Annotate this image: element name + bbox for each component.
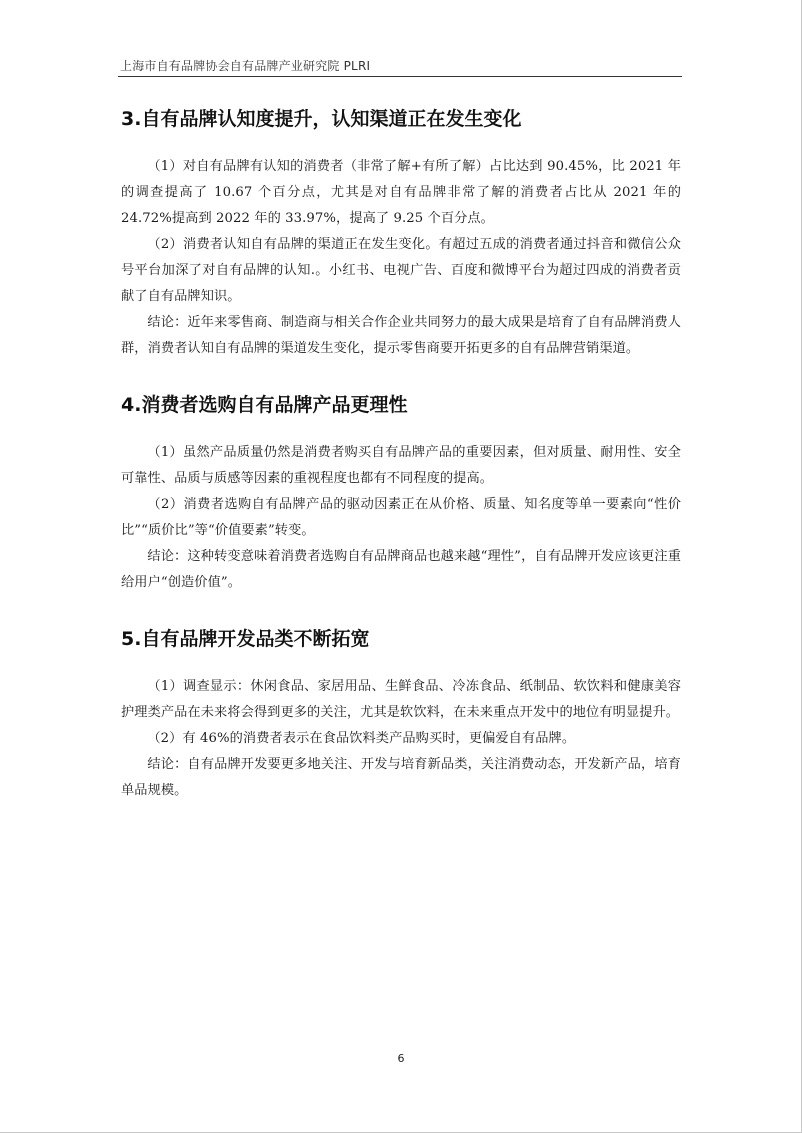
- page-number: 6: [397, 1052, 405, 1065]
- paragraph: （1）对自有品牌有认知的消费者（非常了解+有所了解）占比达到 90.45%，比 2021 年的调查提高了 10.67 个百分点，尤其是对自有品牌非常了解的消费者占比从 2021 年的 24.72%提高到 2022 年的 33.97%，提高了 9.25 个百分点。: [121, 159, 681, 226]
- conclusion-paragraph: 结论：近年来零售商、制造商与相关合作企业共同努力的最大成果是培育了自有品牌消费人群，消费者认知自有品牌的渠道发生变化，提示零售商要开拓更多的自有品牌营销渠道。: [121, 315, 681, 356]
- section-category-expansion: [121, 624, 681, 804]
- section-title: 5.自有品牌开发品类不断拓宽: [121, 628, 370, 650]
- page-body: [121, 100, 681, 804]
- paragraph: （1）调查显示：休闲食品、家居用品、生鲜食品、冷冻食品、纸制品、软饮料和健康美容护理类产品在未来将会得到更多的关注，尤其是软饮料，在未来重点开发中的地位有明显提升。: [121, 679, 681, 720]
- section-title: 4.消费者选购自有品牌产品更理性: [121, 394, 408, 416]
- paragraph: （1）虽然产品质量仍然是消费者购买自有品牌产品的重要因素，但对质量、耐用性、安全可靠性、品质与质感等因素的重视程度也都有不同程度的提高。: [121, 445, 681, 486]
- conclusion-paragraph: 结论：这种转变意味着消费者选购自有品牌商品也越来越“理性”，自有品牌开发应该更注重给用户“创造价值”。: [121, 549, 681, 590]
- section-rational-purchase: [121, 390, 681, 596]
- section-brand-awareness: [121, 104, 681, 362]
- paragraph: （2）有 46%的消费者表示在食品饮料类产品购买时，更偏爱自有品牌。: [147, 731, 576, 746]
- header-divider: [118, 76, 682, 77]
- paragraph: （2）消费者认知自有品牌的渠道正在发生变化。有超过五成的消费者通过抖音和微信公众号平台加深了对自有品牌的认知.。小红书、电视广告、百度和微博平台为超过四成的消费者贡献了自有品牌知识。: [121, 237, 681, 304]
- paragraph: （2）消费者选购自有品牌产品的驱动因素正在从价格、质量、知名度等单一要素向“性价比”“质价比”等“价值要素”转变。: [121, 497, 681, 538]
- section-title: 3.自有品牌认知度提升，认知渠道正在发生变化: [121, 108, 522, 130]
- running-header: 上海市自有品牌协会自有品牌产业研究院 PLRI: [120, 59, 371, 73]
- conclusion-paragraph: 结论：自有品牌开发要更多地关注、开发与培育新品类，关注消费动态，开发新产品，培育单品规模。: [121, 757, 681, 798]
